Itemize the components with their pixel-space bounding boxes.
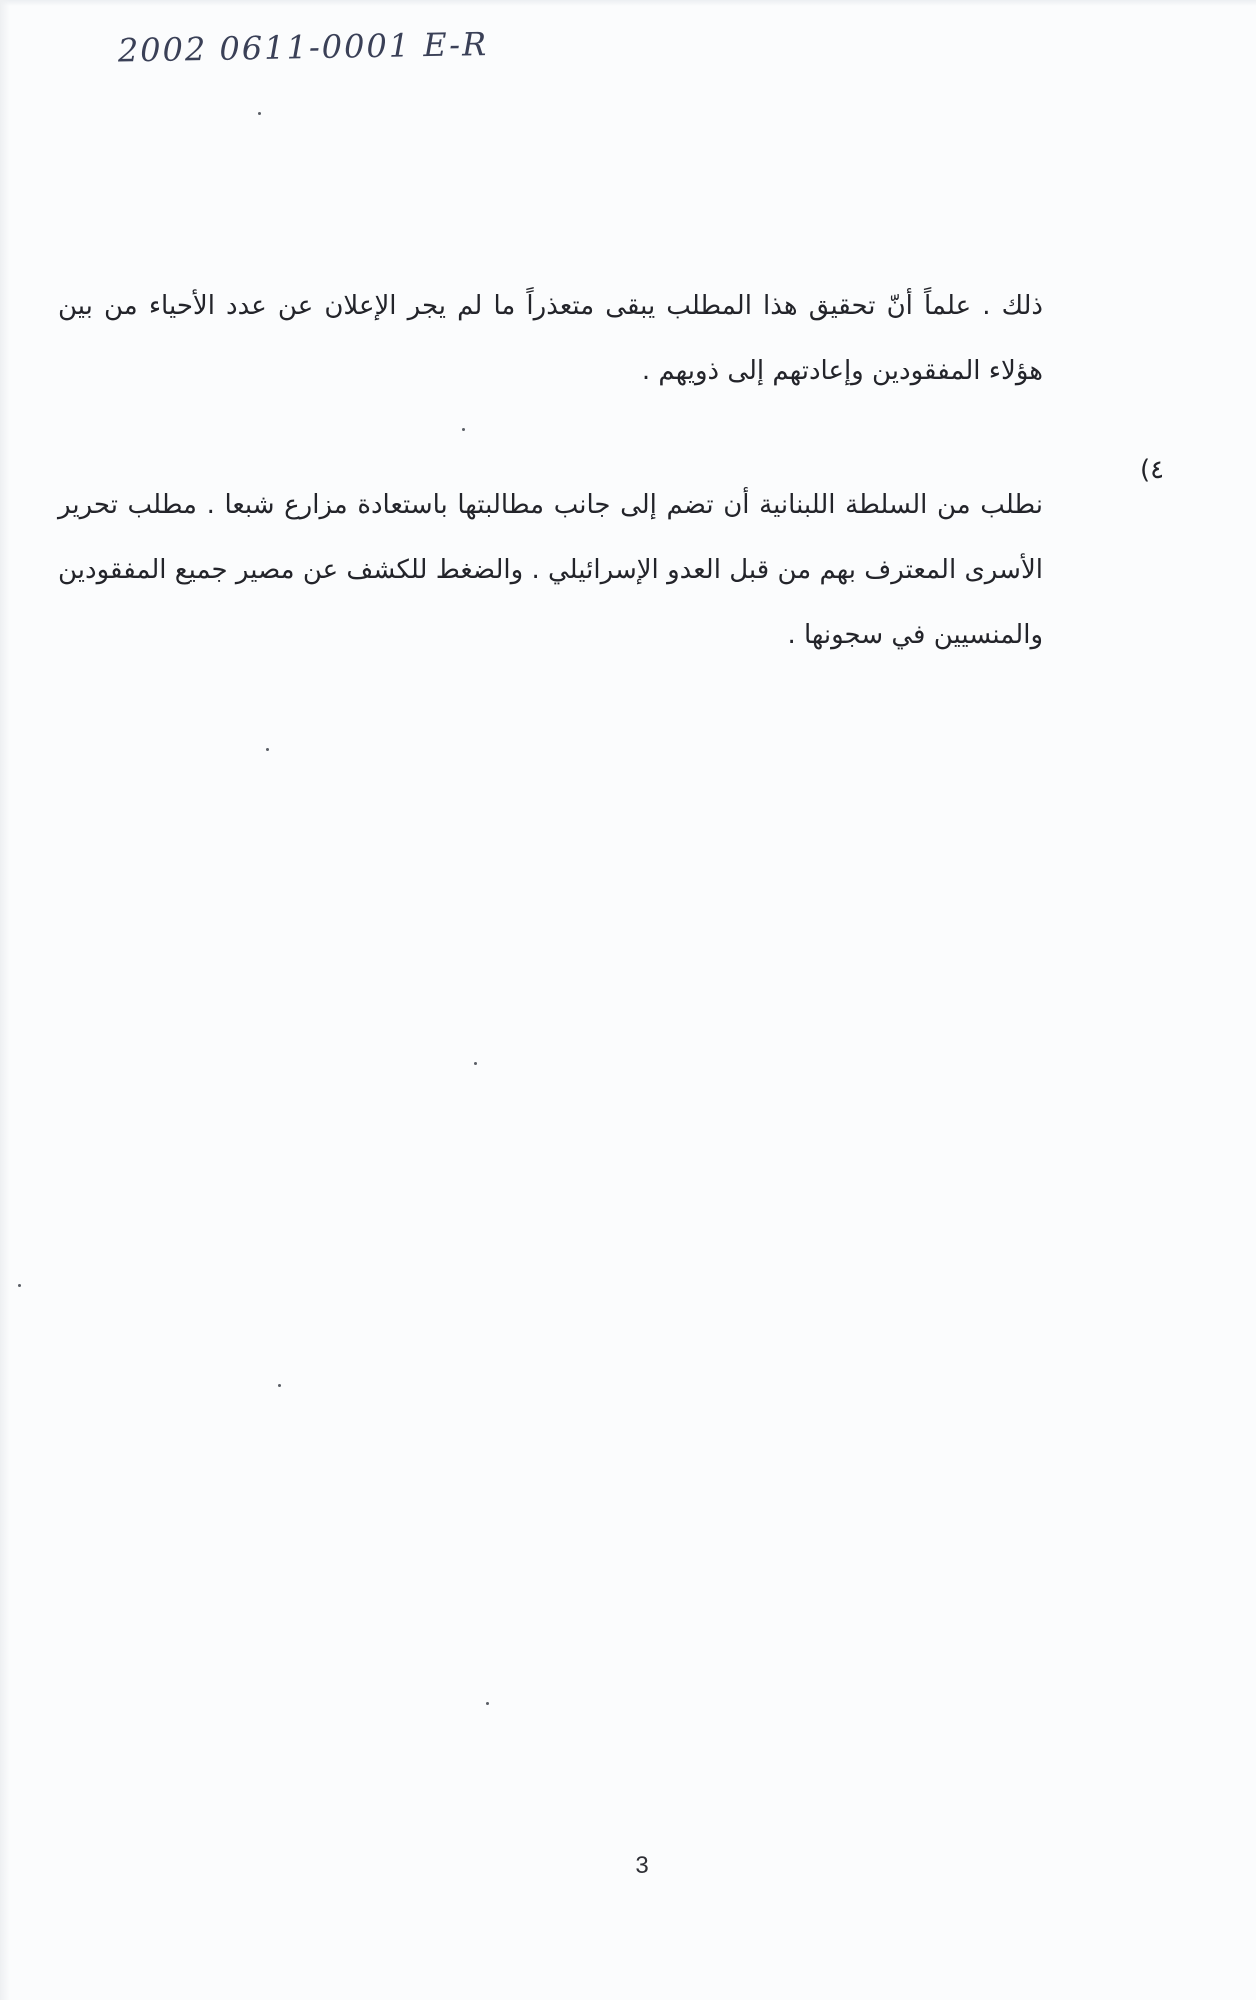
- scan-speck: [462, 428, 465, 431]
- list-item-number: ٤): [1140, 455, 1165, 485]
- scan-edge-top: [0, 0, 1256, 6]
- paragraph-continuation: ذلك . علماً أنّ تحقيق هذا المطلب يبقى متعذراً ما لم يجر الإعلان عن عدد الأحياء من بين هؤلاء المفقودين وإعادتهم إلى ذويهم .: [58, 291, 1043, 386]
- scan-speck: [258, 112, 261, 115]
- scan-speck: [474, 1062, 477, 1065]
- scan-speck: [266, 748, 269, 751]
- page-number: 3: [635, 1852, 649, 1879]
- scan-speck: [18, 1284, 21, 1287]
- list-item-text: نطلب من السلطة اللبنانية أن تضم إلى جانب مطالبتها باستعادة مزارع شبعا . مطلب تحرير الأسرى المعترف بهم من قبل العدو الإسرائيلي . والضغط للكشف عن مصير جميع المفقودين والمنسيين في سجونها .: [58, 490, 1043, 650]
- scan-speck: [278, 1384, 281, 1387]
- scan-speck: [486, 1702, 489, 1705]
- handwritten-reference-number: 2002 0611-0001 E-R: [117, 25, 489, 70]
- scan-edge-left: [0, 0, 10, 2000]
